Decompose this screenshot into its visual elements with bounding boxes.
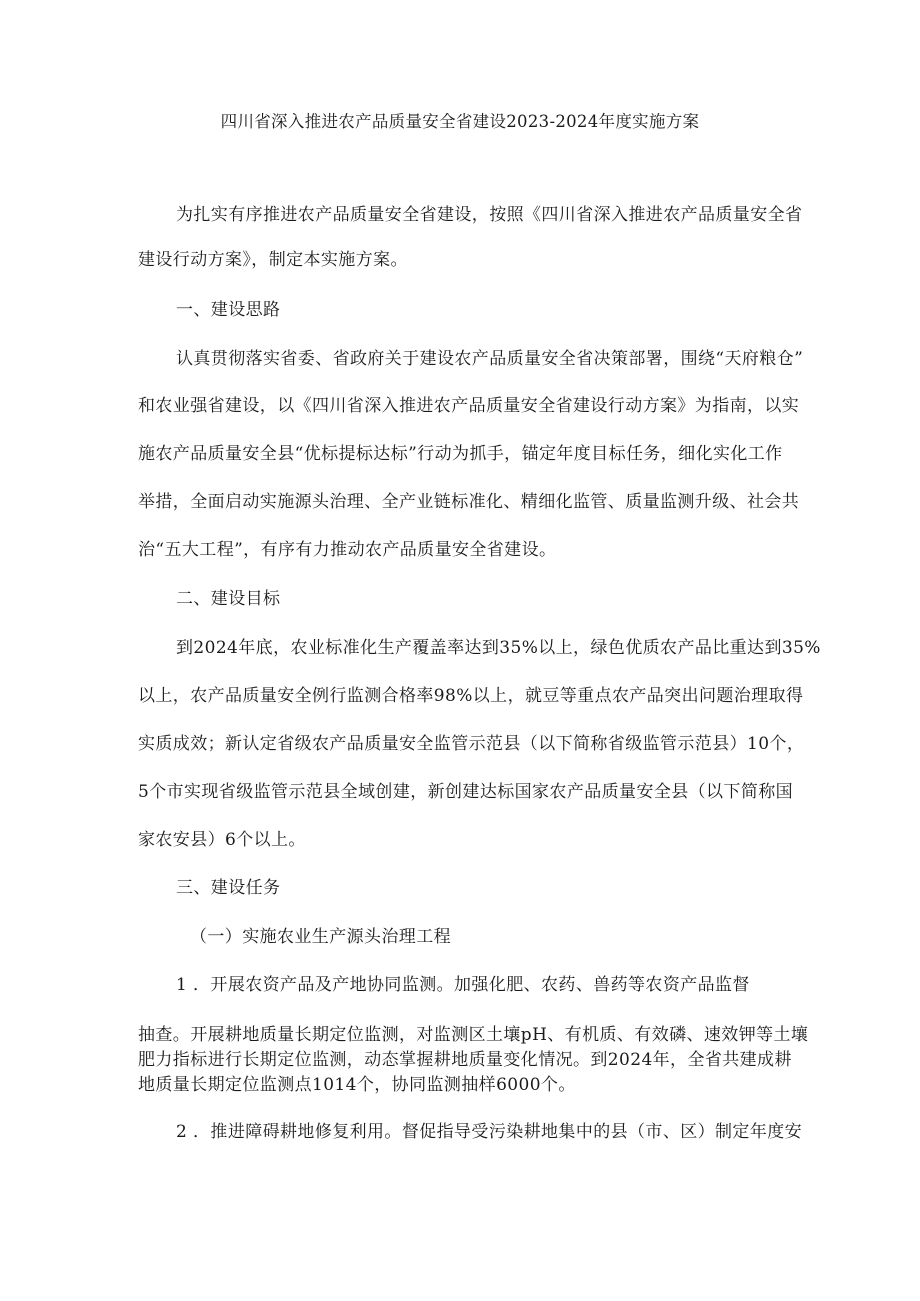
section-2-line-2: 以上，农产品质量安全例行监测合格率98%以上，就豆等重点农产品突出问题治理取得	[138, 686, 804, 706]
item-1-lead: 1 ．开展农资产品及产地协同监测。加强化肥、农药、兽药等农资产品监督	[176, 975, 750, 995]
section-2-line-1: 到2024年底，农业标准化生产覆盖率达到35%以上，绿色优质农产品比重达到35%	[176, 638, 821, 658]
intro-line-1: 为扎实有序推进农产品质量安全省建设，按照《四川省深入推进农产品质量安全省	[176, 205, 803, 225]
section-1-line-5: 治“五大工程”，有序有力推动农产品质量安全省建设。	[138, 540, 557, 560]
section-1-line-4: 举措，全面启动实施源头治理、全产业链标准化、精细化监管、质量监测升级、社会共	[138, 492, 800, 512]
section-1-line-2: 和农业强省建设，以《四川省深入推进农产品质量安全省建设行动方案》为指南，以实	[138, 396, 800, 416]
section-3-heading: 三、建设任务	[176, 878, 281, 898]
section-2-heading: 二、建设目标	[176, 589, 281, 609]
section-1-line-3: 施农产品质量安全县“优标提标达标”行动为抓手，锚定年度目标任务，细化实化工作	[138, 444, 783, 464]
item-2-lead: 2 ．推进障碍耕地修复利用。督促指导受污染耕地集中的县（市、区）制定年度安	[176, 1122, 803, 1142]
item-1-body-line-3: 地质量长期定位监测点1014个，协同监测抽样6000个。	[138, 1075, 576, 1095]
subsection-1-heading: （一）实施农业生产源头治理工程	[190, 927, 451, 947]
section-2-line-3: 实质成效；新认定省级农产品质量安全监管示范县（以下简称省级监管示范县）10个，	[138, 734, 805, 754]
section-2-line-5: 家农安县）6个以上。	[138, 830, 306, 850]
item-1-body-line-2: 肥力指标进行长期定位监测，动态掌握耕地质量变化情况。到2024年，全省共建成耕	[138, 1050, 792, 1070]
intro-line-2: 建设行动方案》，制定本实施方案。	[138, 250, 408, 270]
item-1-body-line-1: 抽查。开展耕地质量长期定位监测，对监测区土壤pH、有机质、有效磷、速效钾等土壤	[138, 1025, 809, 1045]
section-1-line-1: 认真贯彻落实省委、省政府关于建设农产品质量安全省决策部署，围绕“天府粮仓”	[176, 349, 804, 369]
section-2-line-4: 5个市实现省级监管示范县全域创建，新创建达标国家农产品质量安全县（以下简称国	[138, 782, 794, 802]
section-1-heading: 一、建设思路	[176, 300, 281, 320]
item-1-body	[138, 1023, 809, 1098]
document-title: 四川省深入推进农产品质量安全省建设2023-2024年度实施方案	[220, 112, 700, 131]
